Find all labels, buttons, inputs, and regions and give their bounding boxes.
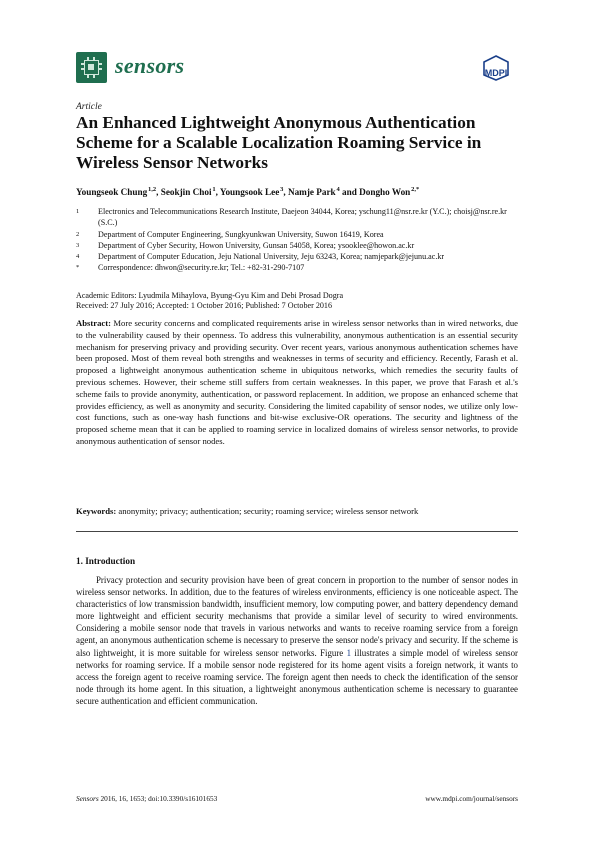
abstract-label: Abstract: bbox=[76, 318, 111, 328]
section-divider bbox=[76, 531, 518, 532]
keywords-label: Keywords: bbox=[76, 506, 117, 516]
author-affil[interactable]: 4 bbox=[336, 186, 340, 193]
abstract bbox=[76, 318, 518, 448]
affiliation-number: 4 bbox=[76, 253, 80, 261]
author-list: Youngseok Chung $^{1,2}$, Seokjin Choi $^1$, Youngsook Lee $^3$, Namje Park $^4$ and Dongho Won $^{2,*}$ bbox=[76, 186, 420, 198]
affiliation-number: 1 bbox=[76, 208, 80, 215]
affiliation-number: * bbox=[76, 264, 80, 272]
affiliation-text: Electronics and Telecommunications Research Institute, Daejeon 34044, Korea; yschung11@nsr.re.kr (Y.C.); choisj@nsr.re.kr (S.C.) bbox=[98, 207, 507, 228]
author-name: Namje Park bbox=[287, 187, 336, 198]
correspondence-item bbox=[76, 262, 526, 273]
affiliation-number: 2 bbox=[76, 230, 80, 238]
figure-link[interactable]: 1 bbox=[346, 647, 352, 658]
introduction-paragraph bbox=[76, 574, 518, 707]
author-affil[interactable]: 1,2 bbox=[148, 186, 157, 193]
footer-journal: Sensors bbox=[76, 794, 99, 803]
affiliation-text: Department of Computer Engineering, Sungkyunkwan University, Suwon 16419, Korea bbox=[98, 229, 384, 239]
footer-citation bbox=[76, 794, 217, 803]
abstract-text: More security concerns and complicated requirements arise in wireless sensor networks than in wired networks, due to the vulnerability caused by their openness. To address this vulnerability, anonymous authentication is an essential security mechanism for preserving privacy and providing security. Over recent years, various anonymous authentication schemes have been proposed. Most of them reveal both strengths and weaknesses in terms of security and efficiency. Recently, Farash et al. proposed a lightweight anonymous authentication scheme in ubiquitous networks, which remedies the security faults of previous schemes. However, their scheme still suffers from certain weaknesses. In this paper, we prove that Farash et al.'s scheme fails to provide anonymity, authentication, or password replacement. In addition, we propose an enhanced scheme that provides efficiency, as well as anonymity and security. Considering the limited capability of sensor nodes, we utilize only low-cost functions, such as one-way hash functions and bit-wise exclusive-OR operations. The security and lightness of the proposed scheme mean that it can be applied to roaming service in localized domains of wireless sensor networks, to provide anonymous authentication of sensor nodes. bbox=[76, 318, 518, 446]
author-name: Youngsook Lee bbox=[219, 187, 280, 198]
publisher-logo[interactable] bbox=[474, 55, 518, 81]
author-affil[interactable]: 3 bbox=[280, 186, 284, 193]
intro-text-part2: illustrates a simple model of wireless sensor networks for roaming service. If a mobile sensor node registered for its home agent visits a foreign network, it wants to access the foreign agent to receive roaming service. The foreign agent then needs to check the identification of the sensor node through its home agent. In this situation, a lightweight anonymous authentication scheme is necessary to guarantee secure authentication and efficient communication. bbox=[76, 647, 518, 706]
affiliation-text: Department of Computer Education, Jeju National University, Jeju 63243, Korea; namjepark@jejunu.ac.kr bbox=[98, 252, 445, 262]
affiliation-number: 3 bbox=[76, 241, 80, 249]
keywords bbox=[76, 506, 518, 516]
intro-text-part1: Privacy protection and security provision have been of great concern in proportion to the number of sensor nodes in wireless sensor networks. In addition, due to the features of wireless environments, efficiency is one noticeable aspect. The characteristics of low transmission bandwidth, insufficient memory, low computing power, and battery dependency demand more lightweight and efficient security mechanisms that provide a similar level of security to wired environments. Considering a mobile sensor node that travels in various networks and wants to receive roaming service from a foreign agent, an anonymous authentication scheme is necessary to preserve the sensor node's privacy and security. If the scheme is also lightweight, it is more suitable for wireless sensor networks. Figure bbox=[76, 575, 518, 658]
academic-editors: Academic Editors: Lyudmila Mihaylova, Byung-Gyu Kim and Debi Prosad Dogra bbox=[76, 291, 344, 300]
article-type: Article bbox=[76, 102, 102, 112]
correspondence-text: Correspondence: dhwon@security.re.kr; Tel.: +82-31-290-7107 bbox=[98, 263, 305, 273]
author-affil[interactable]: 1 bbox=[212, 186, 216, 193]
author-affil[interactable]: 2,* bbox=[411, 186, 420, 193]
affiliation-list bbox=[76, 206, 526, 274]
affiliation-item bbox=[76, 240, 526, 251]
footer-url[interactable]: www.mdpi.com/journal/sensors bbox=[425, 794, 518, 803]
affiliation-item bbox=[76, 229, 526, 240]
publisher-logo-text: MDPI bbox=[484, 68, 508, 78]
article-title: An Enhanced Lightweight Anonymous Authentication Scheme for a Scalable Localization Roaming Service in Wireless Sensor Networks bbox=[76, 113, 482, 172]
author-name: Youngseok Chung bbox=[76, 187, 148, 198]
affiliation-text: Department of Cyber Security, Howon University, Gunsan 54058, Korea; ysooklee@howon.ac.kr bbox=[98, 240, 415, 250]
keywords-text: anonymity; privacy; authentication; security; roaming service; wireless sensor network bbox=[118, 506, 419, 516]
section-heading: 1. Introduction bbox=[76, 556, 136, 566]
publication-dates: Received: 27 July 2016; Accepted: 1 October 2016; Published: 7 October 2016 bbox=[76, 301, 333, 310]
author-name: Dongho Won bbox=[359, 187, 411, 198]
journal-name: sensors bbox=[115, 53, 185, 78]
journal-logo-icon bbox=[76, 52, 107, 83]
footer-citation-text: 2016, 16, 1653; doi:10.3390/s16101653 bbox=[98, 794, 218, 803]
affiliation-item bbox=[76, 206, 526, 229]
affiliation-item bbox=[76, 251, 526, 262]
author-name: Seokjin Choi bbox=[160, 187, 212, 198]
